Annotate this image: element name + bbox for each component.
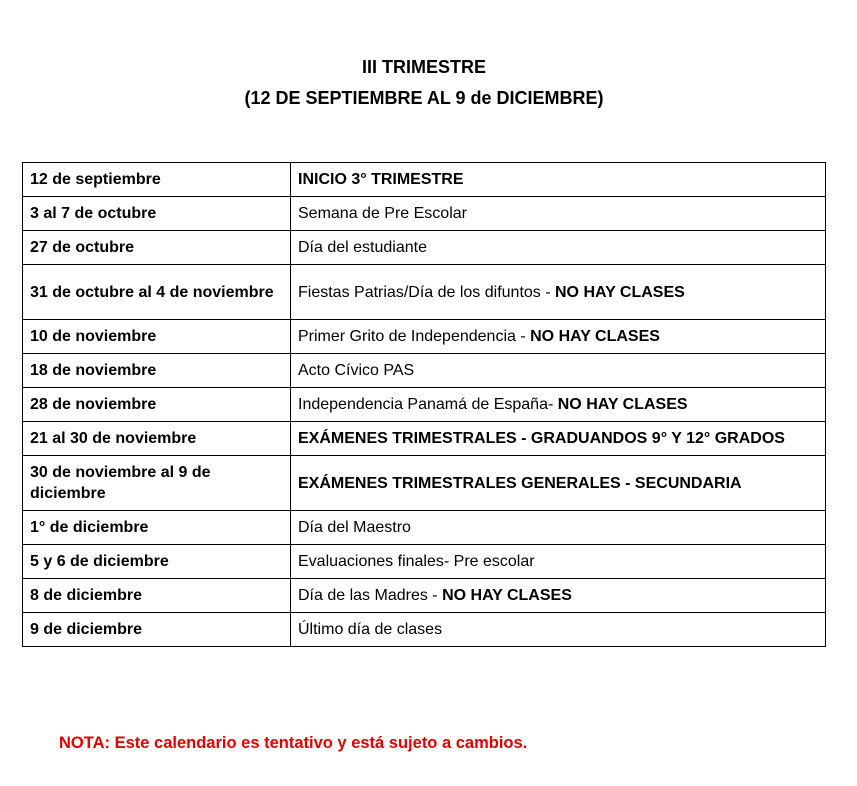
row-date: 21 al 30 de noviembre	[23, 422, 291, 456]
page-title: III TRIMESTRE	[361, 57, 486, 77]
row-event	[291, 545, 826, 579]
document-header	[0, 52, 848, 114]
row-event-text: Fiestas Patrias/Día de los difuntos -	[298, 283, 555, 301]
row-event	[291, 613, 826, 647]
row-event-text: INICIO 3° TRIMESTRE	[298, 171, 464, 188]
table-row	[23, 388, 826, 422]
row-event	[291, 388, 826, 422]
page-subtitle: (12 DE SEPTIEMBRE AL 9 de DICIEMBRE)	[244, 88, 604, 108]
row-event-text: Día del Maestro	[298, 519, 411, 536]
row-date: 5 y 6 de diciembre	[23, 545, 291, 579]
no-classes-label: NO HAY CLASES	[557, 396, 688, 413]
row-event-text: Evaluaciones finales- Pre escolar	[298, 553, 535, 570]
table-row	[23, 456, 826, 511]
table-row	[23, 265, 826, 320]
row-event-text: Día del estudiante	[298, 239, 427, 256]
no-classes-label: NO HAY CLASES	[530, 328, 660, 345]
table-row	[23, 511, 826, 545]
row-event	[291, 579, 826, 613]
row-date: 18 de noviembre	[23, 354, 291, 388]
row-event-text: Semana de Pre Escolar	[298, 205, 467, 222]
row-event-text: EXÁMENES TRIMESTRALES GENERALES - SECUNDARIA	[298, 474, 742, 492]
no-classes-label: NO HAY CLASES	[555, 283, 685, 301]
calendar-table	[22, 162, 826, 647]
table-row	[23, 163, 826, 197]
row-date: 30 de noviembre al 9 de diciembre	[23, 456, 291, 511]
row-date: 8 de diciembre	[23, 579, 291, 613]
table-row	[23, 545, 826, 579]
row-event	[291, 456, 826, 511]
row-date: 1° de diciembre	[23, 511, 291, 545]
row-event-text: Acto Cívico PAS	[298, 362, 415, 379]
table-row	[23, 579, 826, 613]
row-event-text: Independencia Panamá de España-	[298, 396, 558, 413]
table-row	[23, 320, 826, 354]
row-date: 31 de octubre al 4 de noviembre	[23, 265, 291, 320]
row-event	[291, 231, 826, 265]
row-event	[291, 422, 826, 456]
row-event-text: EXÁMENES TRIMESTRALES - GRADUANDOS 9° Y 12° GRADOS	[298, 430, 785, 447]
table-row	[23, 197, 826, 231]
row-date: 12 de septiembre	[23, 163, 291, 197]
row-event	[291, 163, 826, 197]
row-event	[291, 511, 826, 545]
table-row	[23, 422, 826, 456]
row-event-text: Día de las Madres -	[298, 587, 443, 604]
table-row	[23, 613, 826, 647]
row-event	[291, 320, 826, 354]
row-event	[291, 197, 826, 231]
table-row	[23, 231, 826, 265]
row-date: 28 de noviembre	[23, 388, 291, 422]
table-row	[23, 354, 826, 388]
disclaimer-note: NOTA: Este calendario es tentativo y está sujeto a cambios.	[59, 734, 528, 752]
row-date: 3 al 7 de octubre	[23, 197, 291, 231]
row-event-text: Último día de clases	[298, 621, 443, 638]
row-event	[291, 354, 826, 388]
row-date: 9 de diciembre	[23, 613, 291, 647]
row-event	[291, 265, 826, 320]
row-date: 27 de octubre	[23, 231, 291, 265]
no-classes-label: NO HAY CLASES	[442, 587, 572, 604]
row-event-text: Primer Grito de Independencia -	[298, 328, 531, 345]
row-date: 10 de noviembre	[23, 320, 291, 354]
